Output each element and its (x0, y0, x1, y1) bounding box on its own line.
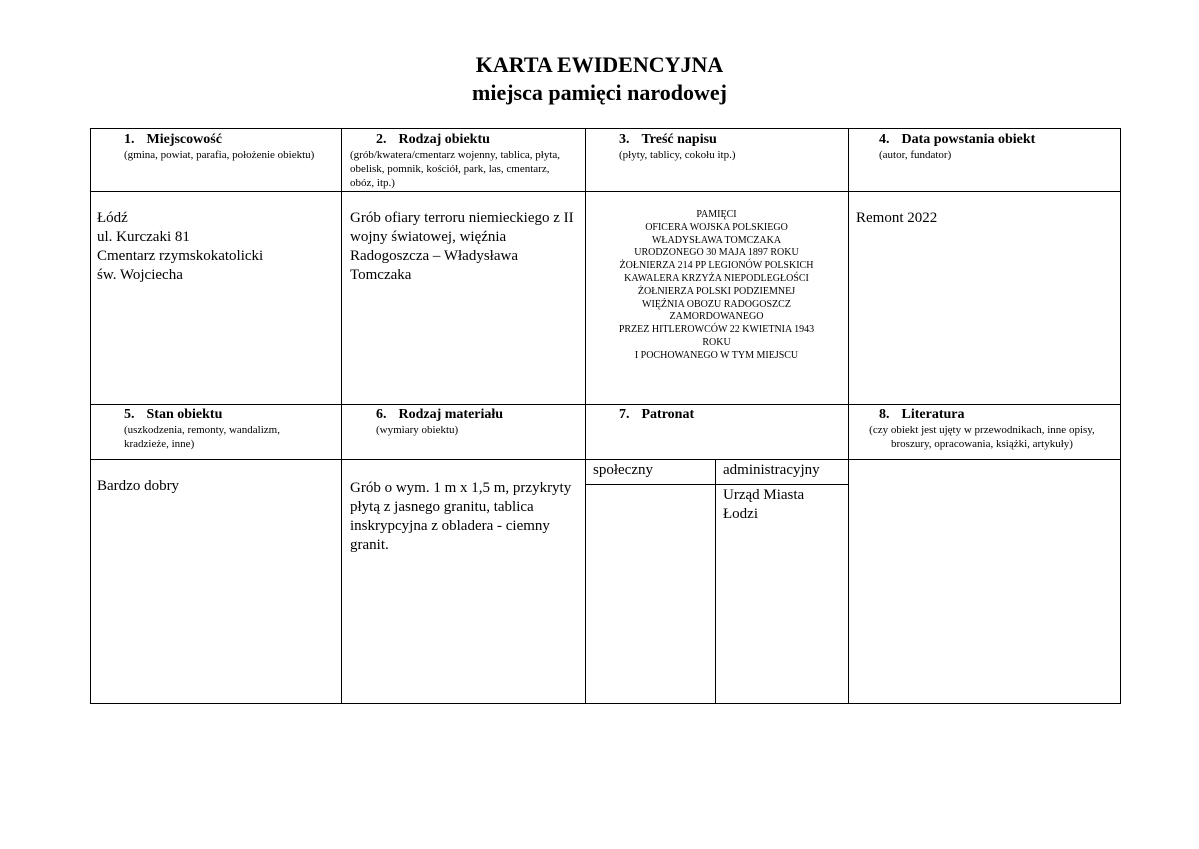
grid-line (715, 459, 716, 704)
location-line: św. Wojciecha (97, 267, 183, 283)
header-subtitle: (czy obiekt jest ujęty w przewodnikach, inne opisy, broszury, opracowania, książki, artykuły) (869, 424, 1095, 450)
header-number: 6. (376, 407, 387, 422)
grid-line (341, 128, 342, 704)
header-title: Miejscowość (146, 132, 222, 147)
object-type-value: Grób ofiary terroru niemieckiego z II wojny światowej, więźnia Radogoszcza – Władysława Tomczaka (350, 210, 574, 283)
header-condition (97, 406, 337, 451)
location-line: ul. Kurczaki 81 (97, 229, 190, 245)
creation-date-value: Remont 2022 (856, 210, 938, 226)
grid-line (90, 191, 1121, 192)
inscription-line: ZAMORDOWANEGO (669, 311, 764, 323)
header-literature (853, 406, 1118, 451)
inscription-line: URODZONEGO 30 MAJA 1897 ROKU (634, 247, 799, 259)
grid-line (585, 484, 848, 485)
grid-line (90, 703, 1121, 704)
material-value: Grób o wym. 1 m x 1,5 m, przykryty płytą z jasnego granitu, tablica inskrypcyjna z obladera - ciemny granit. (350, 480, 572, 553)
document-subtitle: miejsca pamięci narodowej (472, 80, 727, 105)
grid-line (585, 128, 586, 704)
header-material (346, 406, 582, 437)
header-title: Patronat (641, 407, 695, 422)
inscription-line: ROKU (702, 336, 731, 348)
header-title: Treść napisu (641, 132, 717, 147)
header-inscription (590, 131, 845, 162)
condition-value: Bardzo dobry (97, 478, 180, 494)
patronage-social-label: społeczny (593, 462, 653, 478)
header-subtitle: (grób/kwatera/cmentarz wojenny, tablica, płyta, obelisk, pomnik, kościół, park, las, cmentarz, obóz, itp.) (350, 149, 561, 189)
header-number: 7. (619, 407, 630, 422)
header-creation-date (853, 131, 1118, 162)
inscription-line: WŁADYSŁAWA TOMCZAKA (651, 234, 782, 246)
grid-line (90, 128, 1121, 129)
header-patronage (590, 406, 845, 423)
header-number: 2. (376, 132, 387, 147)
header-subtitle: (wymiary obiektu) (376, 424, 459, 436)
inscription-line: KAWALERA KRZYŻA NIEPODLEGŁOŚCI (624, 272, 809, 284)
inscription-line: ŻOŁNIERZA POLSKI PODZIEMNEJ (637, 285, 796, 297)
inscription-line: OFICERA WOJSKA POLSKIEGO (645, 221, 788, 233)
patronage-admin-line: Łodzi (723, 506, 758, 522)
inscription-line: I POCHOWANEGO W TYM MIEJSCU (634, 349, 799, 361)
grid-line (90, 404, 1121, 405)
inscription-line: PAMIĘCI (696, 209, 737, 220)
inscription-text (590, 209, 843, 363)
header-subtitle: (autor, fundator) (879, 149, 952, 161)
patronage-admin-value (723, 486, 847, 524)
inscription-line: WIĘŹNIA OBOZU RADOGOSZCZ (642, 298, 791, 310)
header-number: 4. (879, 132, 890, 147)
header-title: Data powstania obiekt (901, 132, 1036, 147)
header-title: Rodzaj materiału (398, 407, 504, 422)
grid-line (90, 128, 91, 704)
document-title: KARTA EWIDENCYJNA (475, 52, 724, 77)
header-subtitle: (gmina, powiat, parafia, położenie obiektu) (124, 149, 315, 161)
header-title: Literatura (901, 407, 965, 422)
header-number: 5. (124, 407, 135, 422)
grid-line (1120, 128, 1121, 704)
header-location (97, 131, 337, 162)
location-line: Łódź (97, 210, 128, 226)
grid-line (90, 459, 1121, 460)
header-title: Stan obiektu (146, 407, 223, 422)
header-object-type (346, 131, 582, 190)
grid-line (848, 128, 849, 704)
patronage-admin-line: Urząd Miasta (723, 487, 805, 503)
header-number: 3. (619, 132, 630, 147)
header-title: Rodzaj obiektu (398, 132, 490, 147)
inscription-line: ŻOŁNIERZA 214 PP LEGIONÓW POLSKICH (619, 260, 814, 272)
header-subtitle: (uszkodzenia, remonty, wandalizm, kradzieże, inne) (124, 424, 280, 450)
location-value (97, 209, 337, 285)
inscription-line: PRZEZ HITLEROWCÓW 22 KWIETNIA 1943 (618, 324, 815, 336)
header-subtitle: (płyty, tablicy, cokołu itp.) (619, 149, 736, 161)
header-number: 1. (124, 132, 135, 147)
location-line: Cmentarz rzymskokatolicki (97, 248, 264, 264)
patronage-admin-label: administracyjny (723, 462, 820, 478)
header-number: 8. (879, 407, 890, 422)
